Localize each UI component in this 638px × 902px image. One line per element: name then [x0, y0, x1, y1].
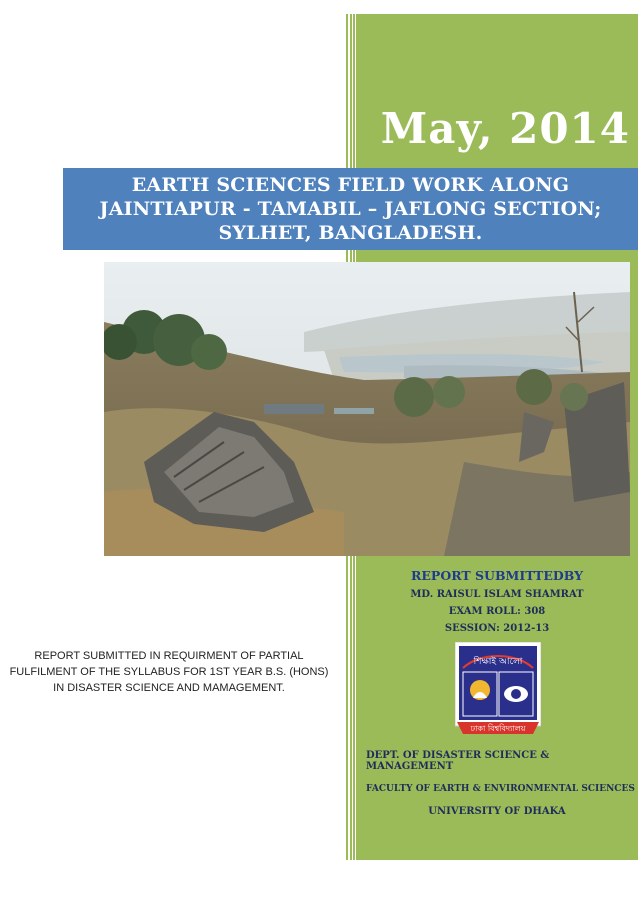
university: UNIVERSITY OF DHAKA — [428, 806, 566, 817]
logo-top-text: শিক্ষাই আলো — [473, 657, 523, 667]
university-logo — [455, 642, 541, 738]
report-date: May, 2014 — [380, 104, 630, 153]
field-photo — [104, 262, 630, 556]
title-line: SYLHET, BANGLADESH. — [218, 222, 483, 244]
title-line: JAINTIAPUR - TAMABIL – JAFLONG SECTION; — [99, 198, 602, 220]
faculty: FACULTY OF EARTH & ENVIRONMENTAL SCIENCES — [366, 784, 635, 794]
requirement-line: REPORT SUBMITTED IN REQUIRMENT OF PARTIAL — [34, 650, 304, 662]
submission-block — [356, 568, 638, 640]
title-band — [63, 168, 638, 250]
requirement-line: IN DISASTER SCIENCE AND MAMAGEMENT. — [53, 682, 285, 694]
department: DEPT. OF DISASTER SCIENCE & MANAGEMENT — [366, 750, 550, 772]
title-line: EARTH SCIENCES FIELD WORK ALONG — [131, 174, 570, 196]
session: SESSION: 2012-13 — [444, 623, 550, 634]
requirement-line: FULFILMENT OF THE SYLLABUS FOR 1ST YEAR B.S. (HONS) — [9, 666, 329, 678]
logo-banner-text: ঢাকা বিশ্ববিদ্যালয় — [470, 724, 526, 733]
affiliation-block — [366, 750, 638, 829]
report-title — [100, 173, 602, 245]
student-name: MD. RAISUL ISLAM SHAMRAT — [410, 589, 584, 600]
submitted-by-heading: REPORT SUBMITTEDBY — [411, 568, 583, 583]
requirement-statement — [2, 648, 336, 696]
exam-roll: EXAM ROLL: 308 — [448, 606, 546, 617]
